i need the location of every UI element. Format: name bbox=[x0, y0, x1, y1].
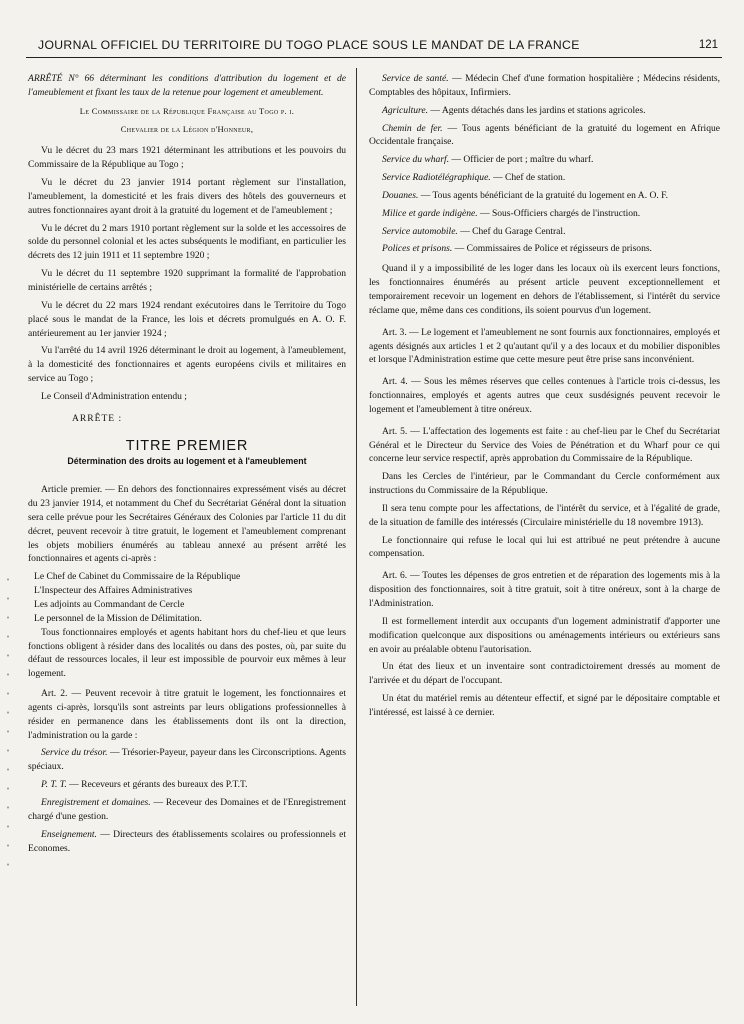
authority-line-2: Chevalier de la Légion d'Honneur, bbox=[120, 123, 254, 134]
authority-line-1: Le Commissaire de la République Française au Togo p. i. bbox=[79, 105, 295, 116]
vu-paragraph: Vu le décret du 23 janvier 1914 portant règlement sur l'installation, l'ameublement, la domesticité et les frais divers des hôtels des gouverneurs et autres fonctionnaires ayant droit à la gratuité du logement et de l'ameublement ; bbox=[28, 177, 346, 216]
article-5-cercles: Dans les Cercles de l'intérieur, par le Commandant du Cercle conformément aux instructions du Commissaire de la République. bbox=[369, 471, 720, 497]
column-divider bbox=[356, 68, 357, 1006]
article-5-refus: Le fonctionnaire qui refuse le local qui lui est attribué ne peut prétendre à aucune compensation. bbox=[369, 534, 720, 560]
service-label: Milice et garde indigène. bbox=[382, 207, 478, 219]
article-6-interdiction: Il est formellement interdit aux occupants d'un logement administratif d'apporter une modification quelconque aux dispositions ou aménagements intérieurs ou extérieurs sans en avoir au préalable obtenu l'autorisation. bbox=[369, 615, 720, 655]
service-text: — Receveur des Domaines et de l'Enregistrement chargé d'une gestion. bbox=[28, 796, 347, 822]
vu-paragraph: Le Conseil d'Administration entendu ; bbox=[41, 390, 187, 402]
service-label: Douanes. bbox=[382, 189, 419, 201]
list-item: Le personnel de la Mission de Délimitation. bbox=[34, 612, 202, 624]
service-entry bbox=[28, 746, 346, 774]
article-6: Art. 6. — Toutes les dépenses de gros entretien et de réparation des logements mis à la disposition des fonctionnaires, soit à titre gratuit, soit à titre onéreux, sont à la charge de l'Administration. bbox=[369, 570, 720, 609]
right-column bbox=[369, 72, 720, 724]
list-item: Les adjoints au Commandant de Cercle bbox=[34, 599, 185, 610]
service-text: — Directeurs des établissements scolaires ou professionnels et Economes. bbox=[28, 828, 346, 854]
service-text: — Trésorier-Payeur, payeur dans les Circonscriptions. Agents spéciaux. bbox=[28, 747, 346, 773]
left-column bbox=[28, 72, 346, 859]
article-1: Article premier. — En dehors des fonctionnaires expressément visés au décret du 23 janvier 1914, et notamment du Chef du Secrétariat Général dont la situation sera celle prévue pour les Secrétaires Généraux des Colonies par l'article 11 du dit décret, peuvent recevoir à titre gratuit, le logement et l'ameublement comprenant les objets mobiliers énumérés au tableau annexé au présent arrêté les fonctionnaires et agents ci-après : bbox=[28, 484, 346, 565]
service-entry bbox=[28, 796, 346, 824]
service-text: — Chef de station. bbox=[490, 172, 566, 184]
service-entry bbox=[369, 153, 720, 167]
service-entry bbox=[369, 171, 720, 185]
journal-title: JOURNAL OFFICIEL DU TERRITOIRE DU TOGO PLACE SOUS LE MANDAT DE LA FRANCE bbox=[38, 38, 580, 52]
service-label: Enregistrement et domaines. bbox=[41, 796, 151, 808]
service-text: — Tous agents bénéficiant de la gratuité du logement en Afrique Occidentale française. bbox=[369, 122, 720, 148]
service-entry bbox=[28, 778, 346, 792]
arrete-title: ARRÊTÉ N° 66 déterminant les conditions d'attribution du logement et de l'ameublement et fixant les taux de la retenue pour logement et ameublement. bbox=[28, 73, 346, 98]
article-6-etat-des-lieux: Un état des lieux et un inventaire sont contradictoirement dressés au moment de l'arrivée et du départ de l'occupant. bbox=[369, 661, 720, 687]
service-label: Service du trésor. bbox=[41, 747, 108, 759]
paragraph-impossibilite: Quand il y a impossibilité de les loger dans les locaux où ils exercent leurs fonctions, les fonctionnaires énumérés au présent article peuvent exceptionnellement et temporairement recevoir un logement en dehors de l'établissement, si l'intérêt du service réclame que, même dans ces conditions, ils soient pourvus d'un logement. bbox=[369, 263, 720, 316]
service-label: Chemin de fer. bbox=[382, 122, 443, 134]
article-4: Art. 4. — Sous les mêmes réserves que celles contenues à l'article trois ci-dessus, les fonctionnaires, employés et agents autres que ceux susdésignés peuvent recevoir le logement et l'ameublement à titre onéreux. bbox=[369, 376, 720, 415]
service-label: Service de santé. bbox=[382, 73, 449, 84]
service-entry bbox=[369, 207, 720, 221]
service-text: — Sous-Officiers chargés de l'instruction. bbox=[477, 207, 641, 219]
service-entry bbox=[369, 225, 720, 239]
service-text: — Tous agents bénéficiant de la gratuité du logement en A. O. F. bbox=[418, 189, 669, 201]
service-text: — Médecin Chef d'une formation hospitalière ; Médecins résidents, Comptables des hôpitaux, Infirmiers. bbox=[369, 73, 720, 98]
article-5: Art. 5. — L'affectation des logements est faite : au chef-lieu par le Chef du Secrétariat Général et le Directeur du Service des Voies de Pénétration et du Wharf pour ce qui concerne leur service respectif, après approbation du Commissaire de la République. bbox=[369, 425, 720, 465]
vu-paragraph: Vu le décret du 22 mars 1924 rendant exécutoires dans le Territoire du Togo placé sous le mandat de la France, les lois et décrets promulgués en A. O. F. antérieurement au 1er janvier 1924 ; bbox=[28, 299, 346, 339]
page-number: 121 bbox=[698, 39, 718, 51]
service-label: Service automobile. bbox=[382, 225, 458, 237]
service-label: Service du wharf. bbox=[382, 154, 450, 166]
article-2: Art. 2. — Peuvent recevoir à titre gratuit le logement, les fonctionnaires et agents ci-après, lorsqu'ils sont astreints par leurs obligations professionnelles à résider en permanence dans les établissements dont ils ont la direction, l'administration ou la garde : bbox=[28, 688, 346, 741]
service-label: Service Radiotélégraphique. bbox=[382, 172, 491, 184]
article-6-etat-materiel: Un état du matériel remis au détenteur effectif, et signé par le dépositaire comptable et l'intéressé, est laissé à ce dernier. bbox=[369, 693, 720, 718]
service-label: P. T. T. bbox=[41, 779, 67, 791]
service-text: — Receveurs et gérants des bureaux des P.T.T. bbox=[66, 779, 248, 791]
vu-paragraph: Vu le décret du 11 septembre 1920 supprimant la formalité de l'approbation ministérielle de certains arrêtés ; bbox=[28, 268, 346, 293]
margin-binding-marks bbox=[4, 570, 12, 870]
titre-subheading: Détermination des droits au logement et à l'ameublement bbox=[67, 456, 307, 467]
service-entry bbox=[369, 104, 720, 118]
service-text: — Officier de port ; maître du wharf. bbox=[449, 154, 594, 166]
service-text: — Agents détachés dans les jardins et stations agricoles. bbox=[428, 104, 646, 116]
service-label: Agriculture. bbox=[382, 104, 429, 116]
article-5-affectations: Il sera tenu compte pour les affectations, de l'intérêt du service, et à l'égalité de grade, de la situation de famille des intéressés (Circulaire ministérielle du 18 novembre 1913). bbox=[369, 502, 720, 528]
page-header bbox=[26, 38, 722, 58]
article-1-tail: Tous fonctionnaires employés et agents habitant hors du chef-lieu et que leurs fonctions obligent à résider dans des localités ou dans des postes, où, par suite du défaut de ressources locales, il leur est impossible de pourvoir eux mêmes à leur logement. bbox=[28, 626, 346, 680]
list-item: Le Chef de Cabinet du Commissaire de la République bbox=[34, 571, 241, 583]
list-item: L'Inspecteur des Affaires Administratives bbox=[34, 585, 193, 597]
service-label: Polices et prisons. bbox=[382, 243, 453, 255]
service-text: — Chef du Garage Central. bbox=[457, 225, 566, 237]
vu-paragraph: Vu le décret du 23 mars 1921 déterminant les attributions et les pouvoirs du Commissaire de la République au Togo ; bbox=[28, 145, 346, 171]
service-entry bbox=[369, 122, 720, 150]
arrete-word: ARRÊTE : bbox=[72, 412, 123, 424]
titre-heading: TITRE PREMIER bbox=[125, 437, 249, 454]
service-label: Enseignement. bbox=[41, 828, 97, 840]
vu-paragraph: Vu le décret du 2 mars 1910 portant règlement sur la solde et les accessoires de solde du personnel colonial et les actes subséquents le modifiant, en particulier les décrets des 12 juin 1911 et 11 septembre 1920 ; bbox=[28, 222, 346, 262]
service-text: — Commissaires de Police et régisseurs de prisons. bbox=[452, 243, 652, 255]
service-entry bbox=[28, 828, 346, 856]
article-3: Art. 3. — Le logement et l'ameublement ne sont fournis aux fonctionnaires, employés et agents désignés aux articles 1 et 2 qu'autant qu'il y a des locaux et du mobilier disponibles et lorsque l'Administration estime que cette mesure peut être prise sans inconvénient. bbox=[369, 326, 720, 366]
service-entry bbox=[369, 189, 720, 203]
vu-paragraph: Vu l'arrêté du 14 avril 1926 déterminant le droit au logement, à l'ameublement, à la domesticité des fonctionnaires et agents européens civils et militaires en service au Togo ; bbox=[28, 345, 346, 385]
service-entry bbox=[369, 72, 720, 100]
service-entry bbox=[369, 242, 720, 256]
